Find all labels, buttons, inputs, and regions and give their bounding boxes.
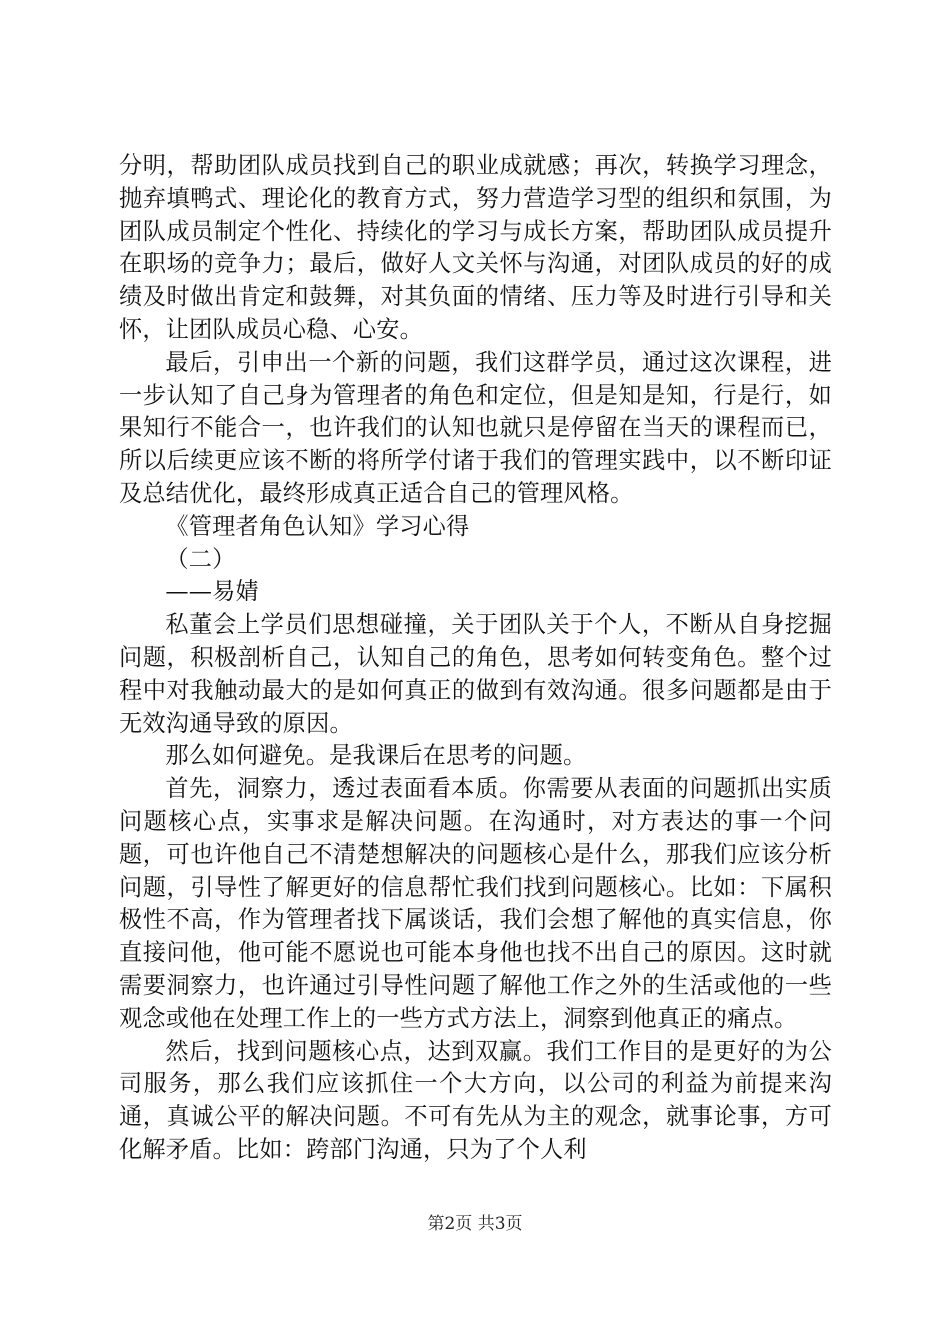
paragraph-5: 首先，洞察力，透过表面看本质。你需要从表面的问题抓出实质问题核心点，实事求是解决问题。在沟通时，对方表达的事一个问题，可也许他自己不清楚想解决的问题核心是什么，那我们应该分析问题，引导性了解更好的信息帮忙我们找到问题核心。比如：下属积极性不高，作为管理者找下属谈话，我们会想了解他的真实信息，你直接问他，他可能不愿说也可能本身他也找不出自己的原因。这时就需要洞察力，也许通过引导性问题了解他工作之外的生活或他的一些观念或他在处理工作上的一些方式方法上，洞察到他真正的痛点。 [119,775,832,1032]
page-footer: 第2页 共3页 [427,1214,523,1234]
paragraph-1: 分明，帮助团队成员找到自己的职业成就感；再次，转换学习理念，抛弃填鸭式、理论化的教育方式，努力营造学习型的组织和氛围，为团队成员制定个性化、持续化的学习与成长方案，帮助团队成员提升在职场的竞争力；最后，做好人文关怀与沟通，对团队成员的好的成绩及时做出肯定和鼓舞，对其负面的情绪、压力等及时进行引导和关怀，让团队成员心稳、心安。 [119,152,832,343]
document-body [119,150,832,1167]
paragraph-3: 私董会上学员们思想碰撞，关于团队关于个人，不断从自身挖掘问题，积极剖析自己，认知自己的角色，思考如何转变角色。整个过程中对我触动最大的是如何真正的做到有效沟通。很多问题都是由于无效沟通导致的原因。 [119,611,832,737]
author-line: ——易婧 [165,578,259,606]
paragraph-2: 最后，引申出一个新的问题，我们这群学员，通过这次课程，进一步认知了自己身为管理者的角色和定位，但是知是知，行是行，如果知行不能合一，也许我们的认知也就只是停留在当天的课程而已，所以后续更应该不断的将所学付诸于我们的管理实践中，以不断印证及总结优化，最终形成真正适合自己的管理风格。 [119,348,832,507]
section-number: （二） [165,545,236,573]
paragraph-6: 然后，找到问题核心点，达到双赢。我们工作目的是更好的为公司服务，那么我们应该抓住一个大方向，以公司的利益为前提来沟通，真诚公平的解决问题。不可有先从为主的观念，就事论事，方可化解矛盾。比如：跨部门沟通，只为了个人利 [119,1037,832,1163]
section-title: 《管理者角色认知》学习心得 [165,512,470,540]
paragraph-4: 那么如何避免。是我课后在思考的问题。 [165,742,587,770]
